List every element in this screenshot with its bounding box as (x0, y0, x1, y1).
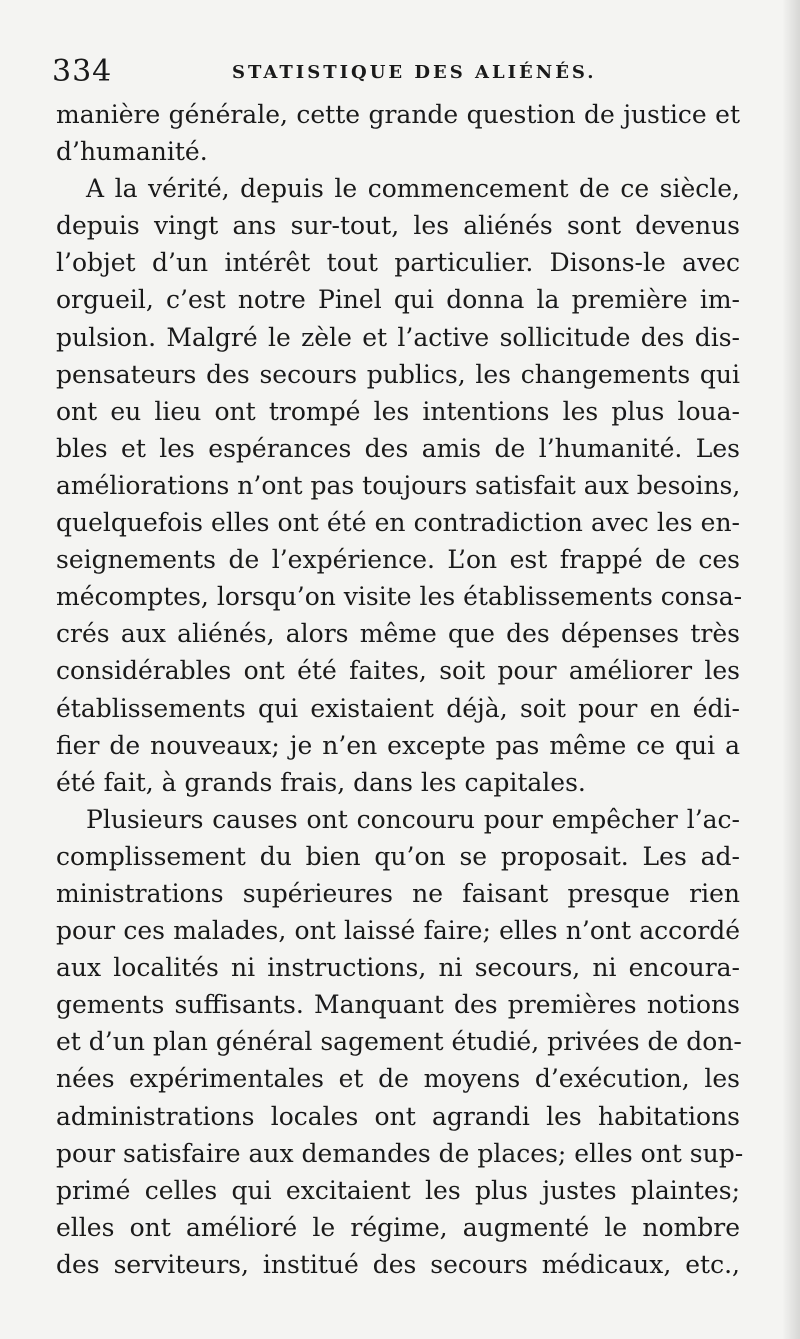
page-header (52, 48, 752, 88)
text-line: mécomptes, lorsqu’on visite les établissements consa- (56, 582, 743, 612)
text-line: depuis vingt ans sur-tout, les aliénés sont devenus (56, 211, 740, 241)
text-line: A la vérité, depuis le commencement de ce siècle, (86, 174, 740, 204)
running-title: STATISTIQUE DES ALIÉNÉS. (232, 62, 597, 83)
text-line: été fait, à grands frais, dans les capitales. (56, 767, 586, 797)
text-line: ont eu lieu ont trompé les intentions les plus loua- (56, 396, 740, 426)
text-line: fier de nouveaux; je n’en excepte pas même ce qui a (56, 730, 740, 760)
text-line: aux localités ni instructions, ni secours, ni encoura- (56, 953, 740, 983)
text-line: complissement du bien qu’on se proposait. Les ad- (56, 841, 740, 871)
text-line: ministrations supérieures ne faisant presque rien (56, 878, 740, 908)
text-line: des serviteurs, institué des secours médicaux, etc., (56, 1249, 740, 1279)
text-line: bles et les espérances des amis de l’humanité. Les (56, 433, 740, 463)
text-line: nées expérimentales et de moyens d’exécution, les (56, 1064, 740, 1094)
text-line: crés aux aliénés, alors même que des dépenses très (56, 619, 740, 649)
page-number: 334 (52, 54, 113, 89)
text-line: pensateurs des secours publics, les changements qui (56, 359, 740, 389)
text-line: manière générale, cette grande question de justice et (56, 100, 740, 129)
text-line: primé celles qui excitaient les plus justes plaintes; (56, 1175, 740, 1205)
text-line: quelquefois elles ont été en contradiction avec les en- (56, 508, 740, 538)
text-line: seignements de l’expérience. L’on est frappé de ces (56, 545, 740, 575)
text-line: gements suffisants. Manquant des premières notions (56, 990, 740, 1020)
text-line: l’objet d’un intérêt tout particulier. Disons-le avec (56, 248, 740, 278)
text-line: améliorations n’ont pas toujours satisfait aux besoins, (56, 470, 741, 500)
text-line: pour ces malades, ont laissé faire; elles n’ont accordé (56, 916, 740, 946)
text-line: considérables ont été faites, soit pour améliorer les (56, 656, 740, 686)
text-line: elles ont amélioré le régime, augmenté le nombre (56, 1212, 740, 1242)
text-line: établissements qui existaient déjà, soit pour en édi- (56, 693, 740, 723)
text-line: d’humanité. (56, 137, 208, 167)
text-line: pour satisfaire aux demandes de places; elles ont sup- (56, 1138, 744, 1168)
text-line: et d’un plan général sagement étudié, privées de don- (56, 1027, 742, 1057)
body-text (56, 96, 744, 1283)
text-line: pulsion. Malgré le zèle et l’active sollicitude des dis- (56, 322, 740, 352)
text-line: Plusieurs causes ont concouru pour empêcher l’ac- (86, 804, 740, 834)
text-line: orgueil, c’est notre Pinel qui donna la première im- (56, 285, 740, 315)
page-edge-shadow (782, 0, 800, 1339)
text-line: administrations locales ont agrandi les habitations (56, 1101, 740, 1131)
